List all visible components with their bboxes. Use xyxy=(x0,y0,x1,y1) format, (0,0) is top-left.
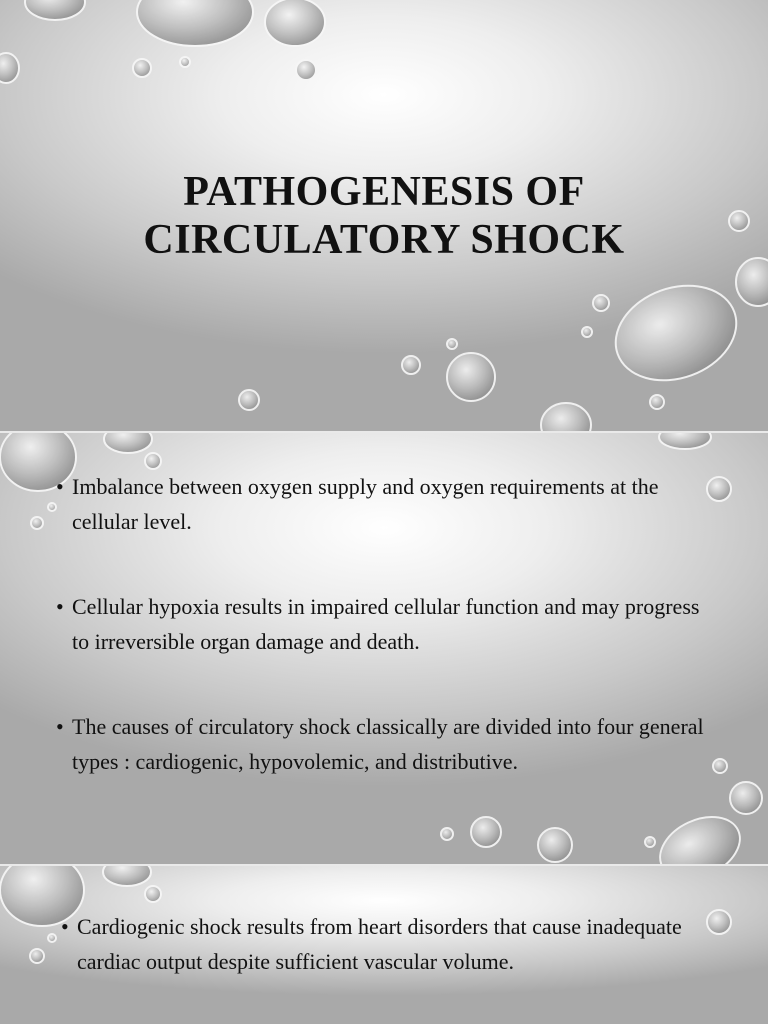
slide-cardiogenic-shock xyxy=(0,866,768,1024)
slide-title xyxy=(0,0,768,431)
bullet-item: • The causes of circulatory shock classically are divided into four general types : cardiogenic, hypovolemic, and distributive. xyxy=(58,709,708,779)
slide-pathogenesis-bullets xyxy=(0,433,768,864)
title-line-1: PATHOGENESIS OF xyxy=(183,169,585,216)
slide-title-heading xyxy=(0,168,768,264)
bullet-list xyxy=(58,469,708,829)
bullet-item: • Cardiogenic shock results from heart disorders that cause inadequate cardiac output despite sufficient vascular volume. xyxy=(63,909,713,979)
bullet-item: • Cellular hypoxia results in impaired cellular function and may progress to irreversible organ damage and death. xyxy=(58,589,708,659)
title-line-2: CIRCULATORY SHOCK xyxy=(143,217,625,264)
bullet-item: • Imbalance between oxygen supply and oxygen requirements at the cellular level. xyxy=(58,469,708,539)
bullet-list xyxy=(63,909,713,979)
